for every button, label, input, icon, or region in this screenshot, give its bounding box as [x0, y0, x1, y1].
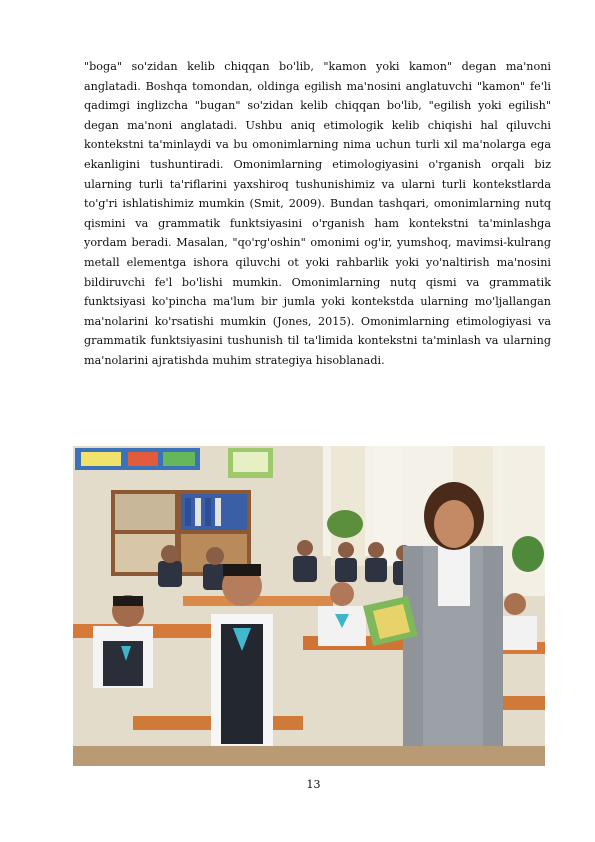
body-paragraph: "boga" so'zidan kelib chiqqan bo'lib, "kamon yoki kamon" degan ma'noni anglatadi. Boshqa tomondan, oldinga egilish ma'nosini anglatuvchi "kamon" fe'li qadimgi inglizcha "bugan" so'zidan kelib chiqqan bo'lib, "egilish yoki egilish" degan ma'noni anglatadi. Ushbu aniq etimologik kelib chiqishi hal qiluvchi kontekstni ta'minlaydi va bu omonimlarning nima uchun turli xil ma'nolarga ega ekanligini tushuntiradi. Omonimlarning etimologiyasini o'rganish orqali biz ularning turli ta'riflarini yaxshiroq tushunishimiz va ularni turli kontekstlarda to'g'ri ishlatishimiz mumkin (Smit, 2009). Bundan tashqari, omonimlarning nutq qismini va grammatik funktsiyasini o'rganish ham kontekstni ta'minlashga yordam beradi. Masalan, "qo'rg'oshin" omonimi og'ir, yumshoq, mavimsi-kulrang metall elementga ishora qiluvchi ot yoki rahbarlik yoki yo'naltirish ma'nosini bildiruvchi fe'l bo'lishi mumkin. Omonimlarning nutq qismi va grammatik funktsiyasi ko'pincha ma'lum bir jumla yoki kontekstda ularning mo'ljallangan ma'nolarini ko'rsatishi mumkin (Jones, 2015). Omonimlarning etimologiyasi va grammatik funktsiyasini tushunish til ta'limida kontekstni ta'minlash va ularning ma'nolarini ajratishda muhim strategiya hisoblanadi.	[84, 60, 551, 367]
classroom-photo	[73, 446, 545, 766]
page-number: 13	[306, 778, 321, 791]
